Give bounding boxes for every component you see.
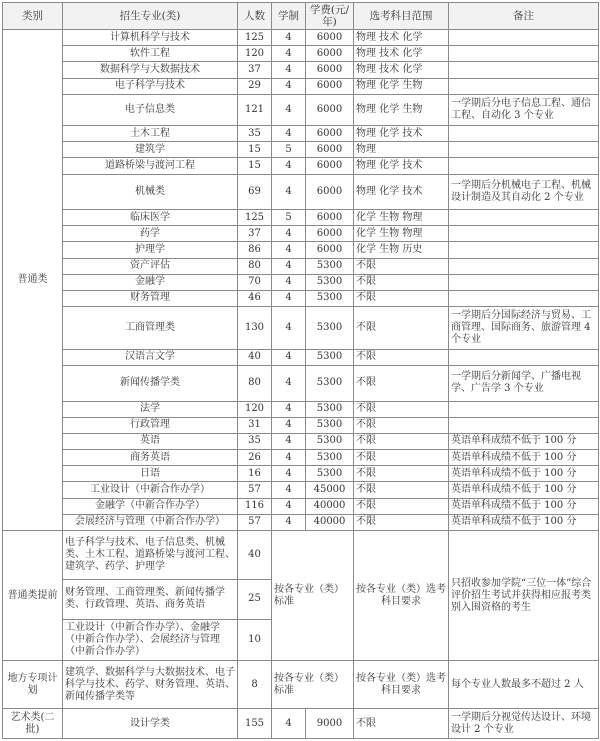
major-cell: 财务管理 xyxy=(63,290,238,306)
count-cell: 120 xyxy=(238,46,272,62)
years-cell: 4 xyxy=(272,126,306,142)
remark-cell: 一学期后分视觉传达设计、环境设计 2 个专业 xyxy=(449,709,599,739)
subjects-cell: 化学 生物 历史 xyxy=(354,242,449,258)
major-cell: 行政管理 xyxy=(63,417,238,433)
major-cell: 英语 xyxy=(63,433,238,449)
count-cell: 16 xyxy=(238,466,272,482)
fee-cell: 40000 xyxy=(306,514,354,530)
table-row xyxy=(3,46,599,62)
remark-cell xyxy=(449,242,599,258)
table-row xyxy=(3,530,599,579)
remark-cell xyxy=(449,349,599,365)
years-cell: 4 xyxy=(272,433,306,449)
count-cell: 57 xyxy=(238,482,272,498)
subjects-cell: 物理 技术 化学 xyxy=(354,46,449,62)
major-cell: 护理学 xyxy=(63,242,238,258)
years-cell: 4 xyxy=(272,466,306,482)
remark-cell xyxy=(449,210,599,226)
major-cell: 新闻传播学类 xyxy=(63,366,238,402)
major-cell: 电子科学与技术、电子信息类、机械类、土木工程、道路桥梁与渡河工程、建筑学、药学、护理学 xyxy=(63,530,238,579)
fee-cell: 45000 xyxy=(306,482,354,498)
remark-cell xyxy=(449,126,599,142)
years-cell: 4 xyxy=(272,307,306,350)
table-row xyxy=(3,290,599,306)
remark-cell xyxy=(449,78,599,94)
table-row xyxy=(3,30,599,46)
major-cell: 日语 xyxy=(63,466,238,482)
count-cell: 116 xyxy=(238,498,272,514)
major-cell: 工业设计（中新合作办学）、金融学（中新合作办学）、会展经济与管理（中新合作办学） xyxy=(63,619,238,661)
subjects-cell: 物理 化学 生物 xyxy=(354,94,449,125)
remark-cell: 英语单科成绩不低于 100 分 xyxy=(449,466,599,482)
major-cell: 数据科学与大数据技术 xyxy=(63,62,238,78)
years-cell: 4 xyxy=(272,174,306,210)
years-cell: 按各专业（类）标准 xyxy=(272,661,354,709)
remark-cell xyxy=(449,290,599,306)
count-cell: 15 xyxy=(238,142,272,158)
count-cell: 80 xyxy=(238,258,272,274)
subjects-cell: 物理 化学 技术 xyxy=(354,126,449,142)
table-row xyxy=(3,349,599,365)
subjects-cell: 按各专业（类）选考科目要求 xyxy=(354,661,449,709)
fee-cell: 5300 xyxy=(306,307,354,350)
remark-cell: 一学期后分机械电子工程、机械设计制造及其自动化 2 个专业 xyxy=(449,174,599,210)
years-cell: 4 xyxy=(272,94,306,125)
major-cell: 电子科学与技术 xyxy=(63,78,238,94)
major-cell: 汉语言文学 xyxy=(63,349,238,365)
table-row xyxy=(3,174,599,210)
count-cell: 130 xyxy=(238,307,272,350)
major-cell: 法学 xyxy=(63,401,238,417)
count-cell: 69 xyxy=(238,174,272,210)
years-cell: 4 xyxy=(272,498,306,514)
header-years: 学制 xyxy=(272,3,306,30)
remark-cell: 英语单科成绩不低于 100 分 xyxy=(449,433,599,449)
subjects-cell: 物理 技术 化学 xyxy=(354,62,449,78)
fee-cell: 6000 xyxy=(306,126,354,142)
table-row xyxy=(3,78,599,94)
major-cell: 会展经济与管理（中新合作办学） xyxy=(63,514,238,530)
remark-cell: 一学期后分电子信息工程、通信工程、自动化 3 个专业 xyxy=(449,94,599,125)
remark-cell: 一学期后分国际经济与贸易、工商管理、国际商务、旅游管理 4 个专业 xyxy=(449,307,599,350)
years-cell: 4 xyxy=(272,401,306,417)
subjects-cell: 物理 化学 技术 xyxy=(354,174,449,210)
fee-cell: 6000 xyxy=(306,242,354,258)
subjects-cell: 不限 xyxy=(354,433,449,449)
subjects-cell: 不限 xyxy=(354,498,449,514)
count-cell: 125 xyxy=(238,210,272,226)
table-row xyxy=(3,709,599,739)
major-cell: 道路桥梁与渡河工程 xyxy=(63,158,238,174)
subjects-cell: 不限 xyxy=(354,417,449,433)
years-cell: 4 xyxy=(272,709,306,739)
subjects-cell: 按各专业（类）选考科目要求 xyxy=(354,530,449,661)
table-row xyxy=(3,226,599,242)
category-cell: 艺术类(二批) xyxy=(3,709,63,739)
header-subjects: 选考科目范围 xyxy=(354,3,449,30)
count-cell: 70 xyxy=(238,274,272,290)
count-cell: 46 xyxy=(238,290,272,306)
years-cell: 4 xyxy=(272,274,306,290)
subjects-cell: 不限 xyxy=(354,466,449,482)
table-row xyxy=(3,366,599,402)
count-cell: 40 xyxy=(238,349,272,365)
table-row xyxy=(3,401,599,417)
remark-cell: 只招收参加学院“三位一体”综合评价招生考试并获得相应报考类别入围资格的考生 xyxy=(449,530,599,661)
remark-cell xyxy=(449,401,599,417)
fee-cell: 9000 xyxy=(306,709,354,739)
header-row xyxy=(3,3,599,30)
table-row xyxy=(3,62,599,78)
table-row xyxy=(3,514,599,530)
years-cell: 4 xyxy=(272,30,306,46)
count-cell: 29 xyxy=(238,78,272,94)
years-cell: 4 xyxy=(272,226,306,242)
count-cell: 25 xyxy=(238,579,272,619)
subjects-cell: 不限 xyxy=(354,482,449,498)
table-row xyxy=(3,210,599,226)
fee-cell: 5300 xyxy=(306,466,354,482)
fee-cell: 40000 xyxy=(306,498,354,514)
count-cell: 155 xyxy=(238,709,272,739)
years-cell: 4 xyxy=(272,417,306,433)
remark-cell xyxy=(449,62,599,78)
years-cell: 4 xyxy=(272,62,306,78)
major-cell: 机械类 xyxy=(63,174,238,210)
subjects-cell: 不限 xyxy=(354,349,449,365)
years-cell: 4 xyxy=(272,349,306,365)
header-fee: 学费(元/年) xyxy=(306,3,354,30)
remark-cell xyxy=(449,226,599,242)
subjects-cell: 化学 生物 物理 xyxy=(354,226,449,242)
subjects-cell: 化学 生物 物理 xyxy=(354,210,449,226)
remark-cell: 每个专业人数最多不超过 2 人 xyxy=(449,661,599,709)
table-row xyxy=(3,142,599,158)
count-cell: 10 xyxy=(238,619,272,661)
remark-cell xyxy=(449,274,599,290)
count-cell: 15 xyxy=(238,158,272,174)
major-cell: 建筑学 xyxy=(63,142,238,158)
remark-cell: 英语单科成绩不低于 100 分 xyxy=(449,514,599,530)
table-row xyxy=(3,661,599,709)
table-row xyxy=(3,433,599,449)
years-cell: 4 xyxy=(272,78,306,94)
years-cell: 4 xyxy=(272,450,306,466)
major-cell: 建筑学、数据科学与大数据技术、电子科学与技术、药学、财务管理、英语、新闻传播学类等 xyxy=(63,661,238,709)
major-cell: 资产评估 xyxy=(63,258,238,274)
years-cell: 4 xyxy=(272,482,306,498)
count-cell: 31 xyxy=(238,417,272,433)
fee-cell: 6000 xyxy=(306,142,354,158)
count-cell: 26 xyxy=(238,450,272,466)
table-row xyxy=(3,258,599,274)
remark-cell xyxy=(449,46,599,62)
count-cell: 40 xyxy=(238,530,272,579)
subjects-cell: 不限 xyxy=(354,258,449,274)
fee-cell: 5300 xyxy=(306,349,354,365)
count-cell: 37 xyxy=(238,62,272,78)
fee-cell: 5300 xyxy=(306,258,354,274)
major-cell: 药学 xyxy=(63,226,238,242)
header-count: 人数 xyxy=(238,3,272,30)
years-cell: 4 xyxy=(272,290,306,306)
remark-cell xyxy=(449,417,599,433)
table-row xyxy=(3,94,599,125)
table-row xyxy=(3,450,599,466)
fee-cell: 5300 xyxy=(306,290,354,306)
fee-cell: 6000 xyxy=(306,226,354,242)
subjects-cell: 不限 xyxy=(354,290,449,306)
remark-cell: 英语单科成绩不低于 100 分 xyxy=(449,482,599,498)
subjects-cell: 不限 xyxy=(354,514,449,530)
table-row xyxy=(3,498,599,514)
subjects-cell: 不限 xyxy=(354,709,449,739)
fee-cell: 5300 xyxy=(306,366,354,402)
remark-cell xyxy=(449,158,599,174)
major-cell: 财务管理、工商管理类、新闻传播学类、行政管理、英语、商务英语 xyxy=(63,579,238,619)
count-cell: 35 xyxy=(238,433,272,449)
count-cell: 35 xyxy=(238,126,272,142)
table-row xyxy=(3,126,599,142)
fee-cell: 5300 xyxy=(306,450,354,466)
years-cell: 4 xyxy=(272,258,306,274)
major-cell: 软件工程 xyxy=(63,46,238,62)
table-row xyxy=(3,482,599,498)
table-body xyxy=(3,30,599,739)
fee-cell: 5300 xyxy=(306,433,354,449)
remark-cell: 英语单科成绩不低于 100 分 xyxy=(449,498,599,514)
major-cell: 金融学 xyxy=(63,274,238,290)
fee-cell: 6000 xyxy=(306,210,354,226)
fee-cell: 5300 xyxy=(306,274,354,290)
years-cell: 4 xyxy=(272,242,306,258)
years-cell: 按各专业（类）标准 xyxy=(272,530,354,661)
count-cell: 121 xyxy=(238,94,272,125)
years-cell: 4 xyxy=(272,158,306,174)
fee-cell: 6000 xyxy=(306,62,354,78)
table-row xyxy=(3,158,599,174)
fee-cell: 6000 xyxy=(306,94,354,125)
subjects-cell: 不限 xyxy=(354,274,449,290)
major-cell: 工业设计（中新合作办学） xyxy=(63,482,238,498)
subjects-cell: 不限 xyxy=(354,307,449,350)
fee-cell: 5300 xyxy=(306,417,354,433)
major-cell: 电子信息类 xyxy=(63,94,238,125)
table-row xyxy=(3,242,599,258)
header-major: 招生专业(类) xyxy=(63,3,238,30)
major-cell: 设计学类 xyxy=(63,709,238,739)
remark-cell xyxy=(449,258,599,274)
subjects-cell: 物理 xyxy=(354,142,449,158)
years-cell: 5 xyxy=(272,142,306,158)
count-cell: 57 xyxy=(238,514,272,530)
major-cell: 临床医学 xyxy=(63,210,238,226)
years-cell: 4 xyxy=(272,366,306,402)
major-cell: 工商管理类 xyxy=(63,307,238,350)
category-cell: 普通类提前 xyxy=(3,530,63,661)
major-cell: 土木工程 xyxy=(63,126,238,142)
subjects-cell: 物理 化学 技术 xyxy=(354,158,449,174)
count-cell: 37 xyxy=(238,226,272,242)
major-cell: 计算机科学与技术 xyxy=(63,30,238,46)
major-cell: 商务英语 xyxy=(63,450,238,466)
header-remark: 备注 xyxy=(449,3,599,30)
count-cell: 80 xyxy=(238,366,272,402)
count-cell: 120 xyxy=(238,401,272,417)
header-category: 类别 xyxy=(3,3,63,30)
fee-cell: 6000 xyxy=(306,46,354,62)
category-cell: 地方专项计划 xyxy=(3,661,63,709)
count-cell: 125 xyxy=(238,30,272,46)
subjects-cell: 物理 化学 生物 xyxy=(354,78,449,94)
years-cell: 5 xyxy=(272,210,306,226)
remark-cell: 一学期后分新闻学、广播电视学、广告学 3 个专业 xyxy=(449,366,599,402)
table-row xyxy=(3,307,599,350)
fee-cell: 6000 xyxy=(306,174,354,210)
count-cell: 86 xyxy=(238,242,272,258)
remark-cell xyxy=(449,142,599,158)
major-cell: 金融学（中新合作办学） xyxy=(63,498,238,514)
subjects-cell: 不限 xyxy=(354,401,449,417)
table-row xyxy=(3,274,599,290)
count-cell: 8 xyxy=(238,661,272,709)
fee-cell: 6000 xyxy=(306,30,354,46)
fee-cell: 6000 xyxy=(306,78,354,94)
fee-cell: 6000 xyxy=(306,158,354,174)
remark-cell: 英语单科成绩不低于 100 分 xyxy=(449,450,599,466)
subjects-cell: 不限 xyxy=(354,450,449,466)
fee-cell: 5300 xyxy=(306,401,354,417)
category-cell: 普通类 xyxy=(3,30,63,531)
subjects-cell: 物理 技术 化学 xyxy=(354,30,449,46)
admissions-table xyxy=(2,2,599,739)
subjects-cell: 不限 xyxy=(354,366,449,402)
years-cell: 4 xyxy=(272,514,306,530)
table-row xyxy=(3,466,599,482)
years-cell: 4 xyxy=(272,46,306,62)
table-row xyxy=(3,417,599,433)
remark-cell xyxy=(449,30,599,46)
